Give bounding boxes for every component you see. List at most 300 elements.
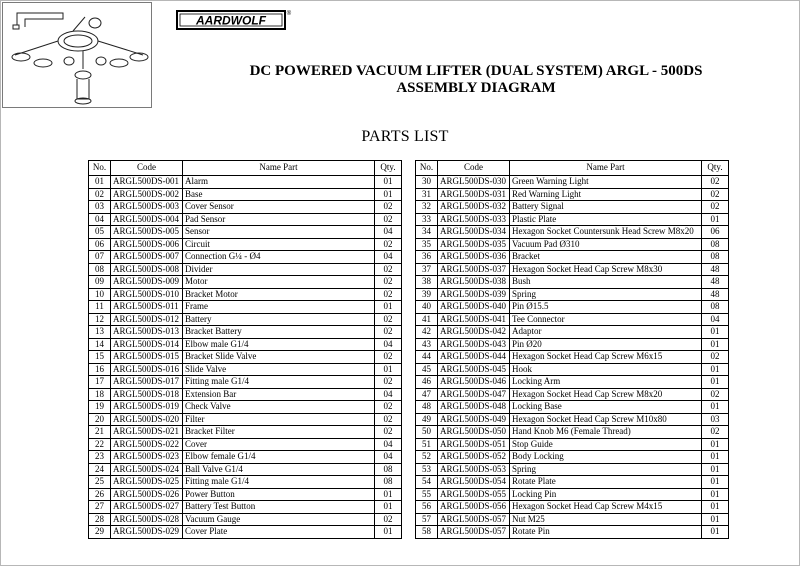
cell-qty: 01 [702, 338, 729, 351]
cell-no: 58 [416, 526, 438, 539]
cell-code: ARGL500DS-016 [111, 363, 183, 376]
table-row [89, 301, 402, 314]
cell-name-part: Spring [510, 288, 702, 301]
table-row [416, 276, 729, 289]
cell-code: ARGL500DS-049 [438, 413, 510, 426]
cell-qty: 02 [375, 313, 402, 326]
cell-code: ARGL500DS-038 [438, 276, 510, 289]
cell-name-part: Bracket Slide Valve [183, 351, 375, 364]
cell-code: ARGL500DS-009 [111, 276, 183, 289]
cell-no: 25 [89, 476, 111, 489]
cell-no: 21 [89, 426, 111, 439]
cell-code: ARGL500DS-007 [111, 251, 183, 264]
cell-qty: 02 [375, 276, 402, 289]
table-row [89, 488, 402, 501]
cell-name-part: Hexagon Socket Head Cap Screw M4x15 [510, 501, 702, 514]
cell-qty: 01 [702, 401, 729, 414]
cell-qty: 01 [702, 326, 729, 339]
cell-code: ARGL500DS-046 [438, 376, 510, 389]
table-row [416, 176, 729, 189]
cell-name-part: Adaptor [510, 326, 702, 339]
document-subtitle: ASSEMBLY DIAGRAM [396, 80, 556, 96]
table-row [416, 313, 729, 326]
cell-no: 16 [89, 363, 111, 376]
cell-qty: 48 [702, 288, 729, 301]
table-row [416, 401, 729, 414]
table-row [89, 426, 402, 439]
cell-qty: 01 [702, 451, 729, 464]
cell-qty: 02 [375, 326, 402, 339]
header-code: Code [111, 161, 183, 176]
cell-no: 54 [416, 476, 438, 489]
cell-qty: 48 [702, 263, 729, 276]
cell-no: 11 [89, 301, 111, 314]
cell-code: ARGL500DS-036 [438, 251, 510, 264]
cell-code: ARGL500DS-041 [438, 313, 510, 326]
document-title: DC POWERED VACUUM LIFTER (DUAL SYSTEM) ARGL - 500DS [249, 63, 703, 79]
cell-no: 33 [416, 213, 438, 226]
cell-no: 24 [89, 463, 111, 476]
table-row [416, 263, 729, 276]
cell-name-part: Hand Knob M6 (Female Thread) [510, 426, 702, 439]
cell-name-part: Bracket Filter [183, 426, 375, 439]
cell-qty: 02 [702, 351, 729, 364]
table-row [89, 263, 402, 276]
cell-no: 49 [416, 413, 438, 426]
cell-name-part: Tee Connector [510, 313, 702, 326]
cell-name-part: Spring [510, 463, 702, 476]
cell-no: 10 [89, 288, 111, 301]
cell-no: 28 [89, 513, 111, 526]
cell-name-part: Circuit [183, 238, 375, 251]
table-row [416, 513, 729, 526]
table-row [89, 363, 402, 376]
cell-qty: 01 [375, 526, 402, 539]
cell-name-part: Stop Guide [510, 438, 702, 451]
cell-qty: 48 [702, 276, 729, 289]
cell-name-part: Body Locking [510, 451, 702, 464]
cell-qty: 04 [702, 313, 729, 326]
cell-code: ARGL500DS-052 [438, 451, 510, 464]
cell-name-part: Slide Valve [183, 363, 375, 376]
cell-qty: 02 [375, 238, 402, 251]
table-row [89, 201, 402, 214]
cell-code: ARGL500DS-026 [111, 488, 183, 501]
cell-no: 50 [416, 426, 438, 439]
parts-list-heading: PARTS LIST [361, 128, 449, 145]
cell-code: ARGL500DS-004 [111, 213, 183, 226]
cell-no: 05 [89, 226, 111, 239]
cell-no: 42 [416, 326, 438, 339]
cell-qty: 02 [375, 263, 402, 276]
cell-name-part: Pin Ø15.5 [510, 301, 702, 314]
cell-name-part: Battery Signal [510, 201, 702, 214]
cell-name-part: Rotate Pin [510, 526, 702, 539]
cell-code: ARGL500DS-015 [111, 351, 183, 364]
cell-qty: 02 [375, 401, 402, 414]
cell-no: 39 [416, 288, 438, 301]
cell-no: 02 [89, 188, 111, 201]
cell-code: ARGL500DS-029 [111, 526, 183, 539]
cell-qty: 02 [375, 413, 402, 426]
cell-name-part: Elbow male G1/4 [183, 338, 375, 351]
table-row [89, 176, 402, 189]
cell-qty: 08 [702, 301, 729, 314]
cell-code: ARGL500DS-030 [438, 176, 510, 189]
cell-no: 46 [416, 376, 438, 389]
cell-name-part: Battery Test Button [183, 501, 375, 514]
cell-no: 44 [416, 351, 438, 364]
cell-code: ARGL500DS-045 [438, 363, 510, 376]
cell-name-part: Sensor [183, 226, 375, 239]
cell-code: ARGL500DS-047 [438, 388, 510, 401]
table-row [89, 438, 402, 451]
cell-code: ARGL500DS-001 [111, 176, 183, 189]
cell-qty: 04 [375, 438, 402, 451]
cell-code: ARGL500DS-055 [438, 488, 510, 501]
table-row [416, 188, 729, 201]
product-thumbnail [2, 2, 152, 108]
cell-name-part: Red Warning Light [510, 188, 702, 201]
header-code: Code [438, 161, 510, 176]
cell-code: ARGL500DS-022 [111, 438, 183, 451]
cell-code: ARGL500DS-020 [111, 413, 183, 426]
cell-code: ARGL500DS-044 [438, 351, 510, 364]
cell-name-part: Nut M25 [510, 513, 702, 526]
cell-name-part: Locking Base [510, 401, 702, 414]
cell-name-part: Hexagon Socket Head Cap Screw M8x20 [510, 388, 702, 401]
table-row [89, 238, 402, 251]
table-row [89, 288, 402, 301]
cell-qty: 04 [375, 226, 402, 239]
cell-qty: 01 [702, 488, 729, 501]
table-row [416, 201, 729, 214]
cell-no: 29 [89, 526, 111, 539]
table-row [416, 338, 729, 351]
cell-code: ARGL500DS-025 [111, 476, 183, 489]
cell-code: ARGL500DS-057 [438, 526, 510, 539]
cell-code: ARGL500DS-035 [438, 238, 510, 251]
cell-no: 40 [416, 301, 438, 314]
table-header-row [416, 161, 729, 176]
cell-code: ARGL500DS-024 [111, 463, 183, 476]
cell-code: ARGL500DS-014 [111, 338, 183, 351]
cell-name-part: Fitting male G1/4 [183, 476, 375, 489]
cell-code: ARGL500DS-023 [111, 451, 183, 464]
cell-code: ARGL500DS-021 [111, 426, 183, 439]
table-row [89, 513, 402, 526]
cell-name-part: Pin Ø20 [510, 338, 702, 351]
cell-name-part: Frame [183, 301, 375, 314]
table-row [416, 288, 729, 301]
cell-name-part: Plastic Plate [510, 213, 702, 226]
cell-qty: 02 [375, 513, 402, 526]
cell-code: ARGL500DS-027 [111, 501, 183, 514]
cell-no: 38 [416, 276, 438, 289]
cell-qty: 01 [702, 501, 729, 514]
cell-no: 37 [416, 263, 438, 276]
cell-no: 13 [89, 326, 111, 339]
cell-code: ARGL500DS-032 [438, 201, 510, 214]
cell-no: 03 [89, 201, 111, 214]
cell-code: ARGL500DS-013 [111, 326, 183, 339]
cell-name-part: Rotate Plate [510, 476, 702, 489]
cell-qty: 02 [375, 288, 402, 301]
cell-code: ARGL500DS-002 [111, 188, 183, 201]
table-row [416, 426, 729, 439]
cell-qty: 02 [375, 426, 402, 439]
table-row [416, 388, 729, 401]
cell-code: ARGL500DS-048 [438, 401, 510, 414]
parts-table-left-body [89, 176, 402, 539]
cell-qty: 02 [702, 201, 729, 214]
cell-qty: 02 [702, 426, 729, 439]
table-row [89, 326, 402, 339]
cell-no: 17 [89, 376, 111, 389]
cell-code: ARGL500DS-039 [438, 288, 510, 301]
header-no: No. [89, 161, 111, 176]
table-row [416, 488, 729, 501]
cell-qty: 01 [375, 488, 402, 501]
cell-code: ARGL500DS-034 [438, 226, 510, 239]
cell-code: ARGL500DS-005 [111, 226, 183, 239]
cell-no: 23 [89, 451, 111, 464]
table-row [89, 313, 402, 326]
cell-name-part: Hexagon Socket Head Cap Screw M6x15 [510, 351, 702, 364]
header-no: No. [416, 161, 438, 176]
cell-no: 07 [89, 251, 111, 264]
cell-code: ARGL500DS-050 [438, 426, 510, 439]
table-row [416, 251, 729, 264]
table-row [89, 463, 402, 476]
cell-qty: 01 [702, 438, 729, 451]
cell-qty: 04 [375, 338, 402, 351]
cell-code: ARGL500DS-042 [438, 326, 510, 339]
cell-no: 43 [416, 338, 438, 351]
cell-no: 47 [416, 388, 438, 401]
cell-qty: 01 [702, 463, 729, 476]
cell-name-part: Power Button [183, 488, 375, 501]
cell-name-part: Alarm [183, 176, 375, 189]
cell-qty: 02 [375, 351, 402, 364]
cell-name-part: Locking Pin [510, 488, 702, 501]
cell-code: ARGL500DS-019 [111, 401, 183, 414]
cell-code: ARGL500DS-011 [111, 301, 183, 314]
brand-name: AARDWOLF [196, 13, 266, 28]
cell-code: ARGL500DS-043 [438, 338, 510, 351]
cell-no: 41 [416, 313, 438, 326]
cell-name-part: Cover Plate [183, 526, 375, 539]
cell-qty: 01 [702, 526, 729, 539]
cell-name-part: Hexagon Socket Countersunk Head Screw M8x20 [510, 226, 702, 239]
table-row [89, 226, 402, 239]
cell-name-part: Motor [183, 276, 375, 289]
cell-name-part: Elbow female G1/4 [183, 451, 375, 464]
table-row [416, 501, 729, 514]
table-row [416, 526, 729, 539]
cell-code: ARGL500DS-006 [111, 238, 183, 251]
cell-name-part: Hexagon Socket Head Cap Screw M8x30 [510, 263, 702, 276]
cell-no: 20 [89, 413, 111, 426]
cell-code: ARGL500DS-031 [438, 188, 510, 201]
table-row [416, 326, 729, 339]
cell-name-part: Ball Valve G1/4 [183, 463, 375, 476]
cell-no: 32 [416, 201, 438, 214]
cell-code: ARGL500DS-037 [438, 263, 510, 276]
table-row [416, 376, 729, 389]
cell-no: 06 [89, 238, 111, 251]
cell-no: 15 [89, 351, 111, 364]
table-row [89, 251, 402, 264]
cell-name-part: Hook [510, 363, 702, 376]
cell-name-part: Connection G¼ - Ø4 [183, 251, 375, 264]
cell-name-part: Pad Sensor [183, 213, 375, 226]
cell-qty: 01 [702, 376, 729, 389]
cell-name-part: Cover [183, 438, 375, 451]
table-row [89, 476, 402, 489]
cell-code: ARGL500DS-003 [111, 201, 183, 214]
cell-no: 12 [89, 313, 111, 326]
cell-no: 14 [89, 338, 111, 351]
cell-qty: 02 [375, 376, 402, 389]
cell-qty: 02 [702, 188, 729, 201]
cell-name-part: Base [183, 188, 375, 201]
table-row [89, 451, 402, 464]
cell-code: ARGL500DS-012 [111, 313, 183, 326]
cell-qty: 01 [375, 176, 402, 189]
table-row [416, 451, 729, 464]
cell-qty: 08 [702, 238, 729, 251]
cell-name-part: Green Warning Light [510, 176, 702, 189]
cell-qty: 01 [375, 301, 402, 314]
cell-name-part: Bush [510, 276, 702, 289]
table-row [89, 213, 402, 226]
cell-no: 53 [416, 463, 438, 476]
cell-no: 45 [416, 363, 438, 376]
cell-no: 48 [416, 401, 438, 414]
cell-no: 52 [416, 451, 438, 464]
cell-code: ARGL500DS-010 [111, 288, 183, 301]
cell-name-part: Bracket Battery [183, 326, 375, 339]
header-name-part: Name Part [510, 161, 702, 176]
table-row [416, 301, 729, 314]
cell-name-part: Vacuum Pad Ø310 [510, 238, 702, 251]
table-row [416, 363, 729, 376]
cell-name-part: Extension Bar [183, 388, 375, 401]
cell-code: ARGL500DS-056 [438, 501, 510, 514]
cell-qty: 04 [375, 451, 402, 464]
table-row [89, 388, 402, 401]
cell-code: ARGL500DS-028 [111, 513, 183, 526]
table-row [89, 338, 402, 351]
cell-qty: 01 [375, 363, 402, 376]
cell-qty: 03 [702, 413, 729, 426]
cell-qty: 02 [702, 388, 729, 401]
cell-name-part: Filter [183, 413, 375, 426]
cell-no: 19 [89, 401, 111, 414]
cell-no: 30 [416, 176, 438, 189]
cell-name-part: Locking Arm [510, 376, 702, 389]
cell-qty: 04 [375, 388, 402, 401]
vacuum-lifter-drawing [3, 3, 151, 107]
table-row [416, 351, 729, 364]
header-qty: Qty. [375, 161, 402, 176]
cell-qty: 04 [375, 251, 402, 264]
cell-code: ARGL500DS-017 [111, 376, 183, 389]
cell-code: ARGL500DS-008 [111, 263, 183, 276]
cell-code: ARGL500DS-018 [111, 388, 183, 401]
cell-no: 35 [416, 238, 438, 251]
cell-qty: 01 [702, 476, 729, 489]
cell-name-part: Cover Sensor [183, 201, 375, 214]
cell-qty: 01 [375, 501, 402, 514]
registered-mark: ® [286, 11, 292, 17]
cell-name-part: Bracket [510, 251, 702, 264]
cell-no: 56 [416, 501, 438, 514]
table-row [89, 401, 402, 414]
cell-no: 04 [89, 213, 111, 226]
table-header-row [89, 161, 402, 176]
cell-no: 22 [89, 438, 111, 451]
table-row [89, 351, 402, 364]
parts-table-right-body [416, 176, 729, 539]
table-row [416, 238, 729, 251]
cell-code: ARGL500DS-057 [438, 513, 510, 526]
cell-code: ARGL500DS-054 [438, 476, 510, 489]
cell-qty: 01 [702, 213, 729, 226]
table-row [416, 463, 729, 476]
cell-no: 01 [89, 176, 111, 189]
cell-name-part: Hexagon Socket Head Cap Screw M10x80 [510, 413, 702, 426]
cell-code: ARGL500DS-033 [438, 213, 510, 226]
header-name-part: Name Part [183, 161, 375, 176]
table-row [89, 501, 402, 514]
cell-name-part: Divider [183, 263, 375, 276]
cell-qty: 06 [702, 226, 729, 239]
cell-qty: 02 [702, 176, 729, 189]
header-qty: Qty. [702, 161, 729, 176]
table-row [416, 476, 729, 489]
cell-qty: 01 [702, 513, 729, 526]
cell-no: 51 [416, 438, 438, 451]
cell-code: ARGL500DS-053 [438, 463, 510, 476]
cell-qty: 08 [375, 476, 402, 489]
cell-name-part: Fitting male G1/4 [183, 376, 375, 389]
cell-name-part: Bracket Motor [183, 288, 375, 301]
cell-code: ARGL500DS-051 [438, 438, 510, 451]
cell-no: 55 [416, 488, 438, 501]
cell-no: 08 [89, 263, 111, 276]
parts-table-left [88, 160, 402, 539]
cell-qty: 08 [375, 463, 402, 476]
table-row [416, 413, 729, 426]
cell-no: 09 [89, 276, 111, 289]
table-row [416, 438, 729, 451]
cell-no: 36 [416, 251, 438, 264]
cell-no: 26 [89, 488, 111, 501]
table-row [89, 276, 402, 289]
cell-qty: 01 [702, 363, 729, 376]
table-row [89, 188, 402, 201]
cell-name-part: Vacuum Gauge [183, 513, 375, 526]
table-row [89, 413, 402, 426]
cell-no: 27 [89, 501, 111, 514]
cell-no: 31 [416, 188, 438, 201]
cell-qty: 02 [375, 213, 402, 226]
table-row [89, 376, 402, 389]
cell-no: 34 [416, 226, 438, 239]
cell-no: 18 [89, 388, 111, 401]
